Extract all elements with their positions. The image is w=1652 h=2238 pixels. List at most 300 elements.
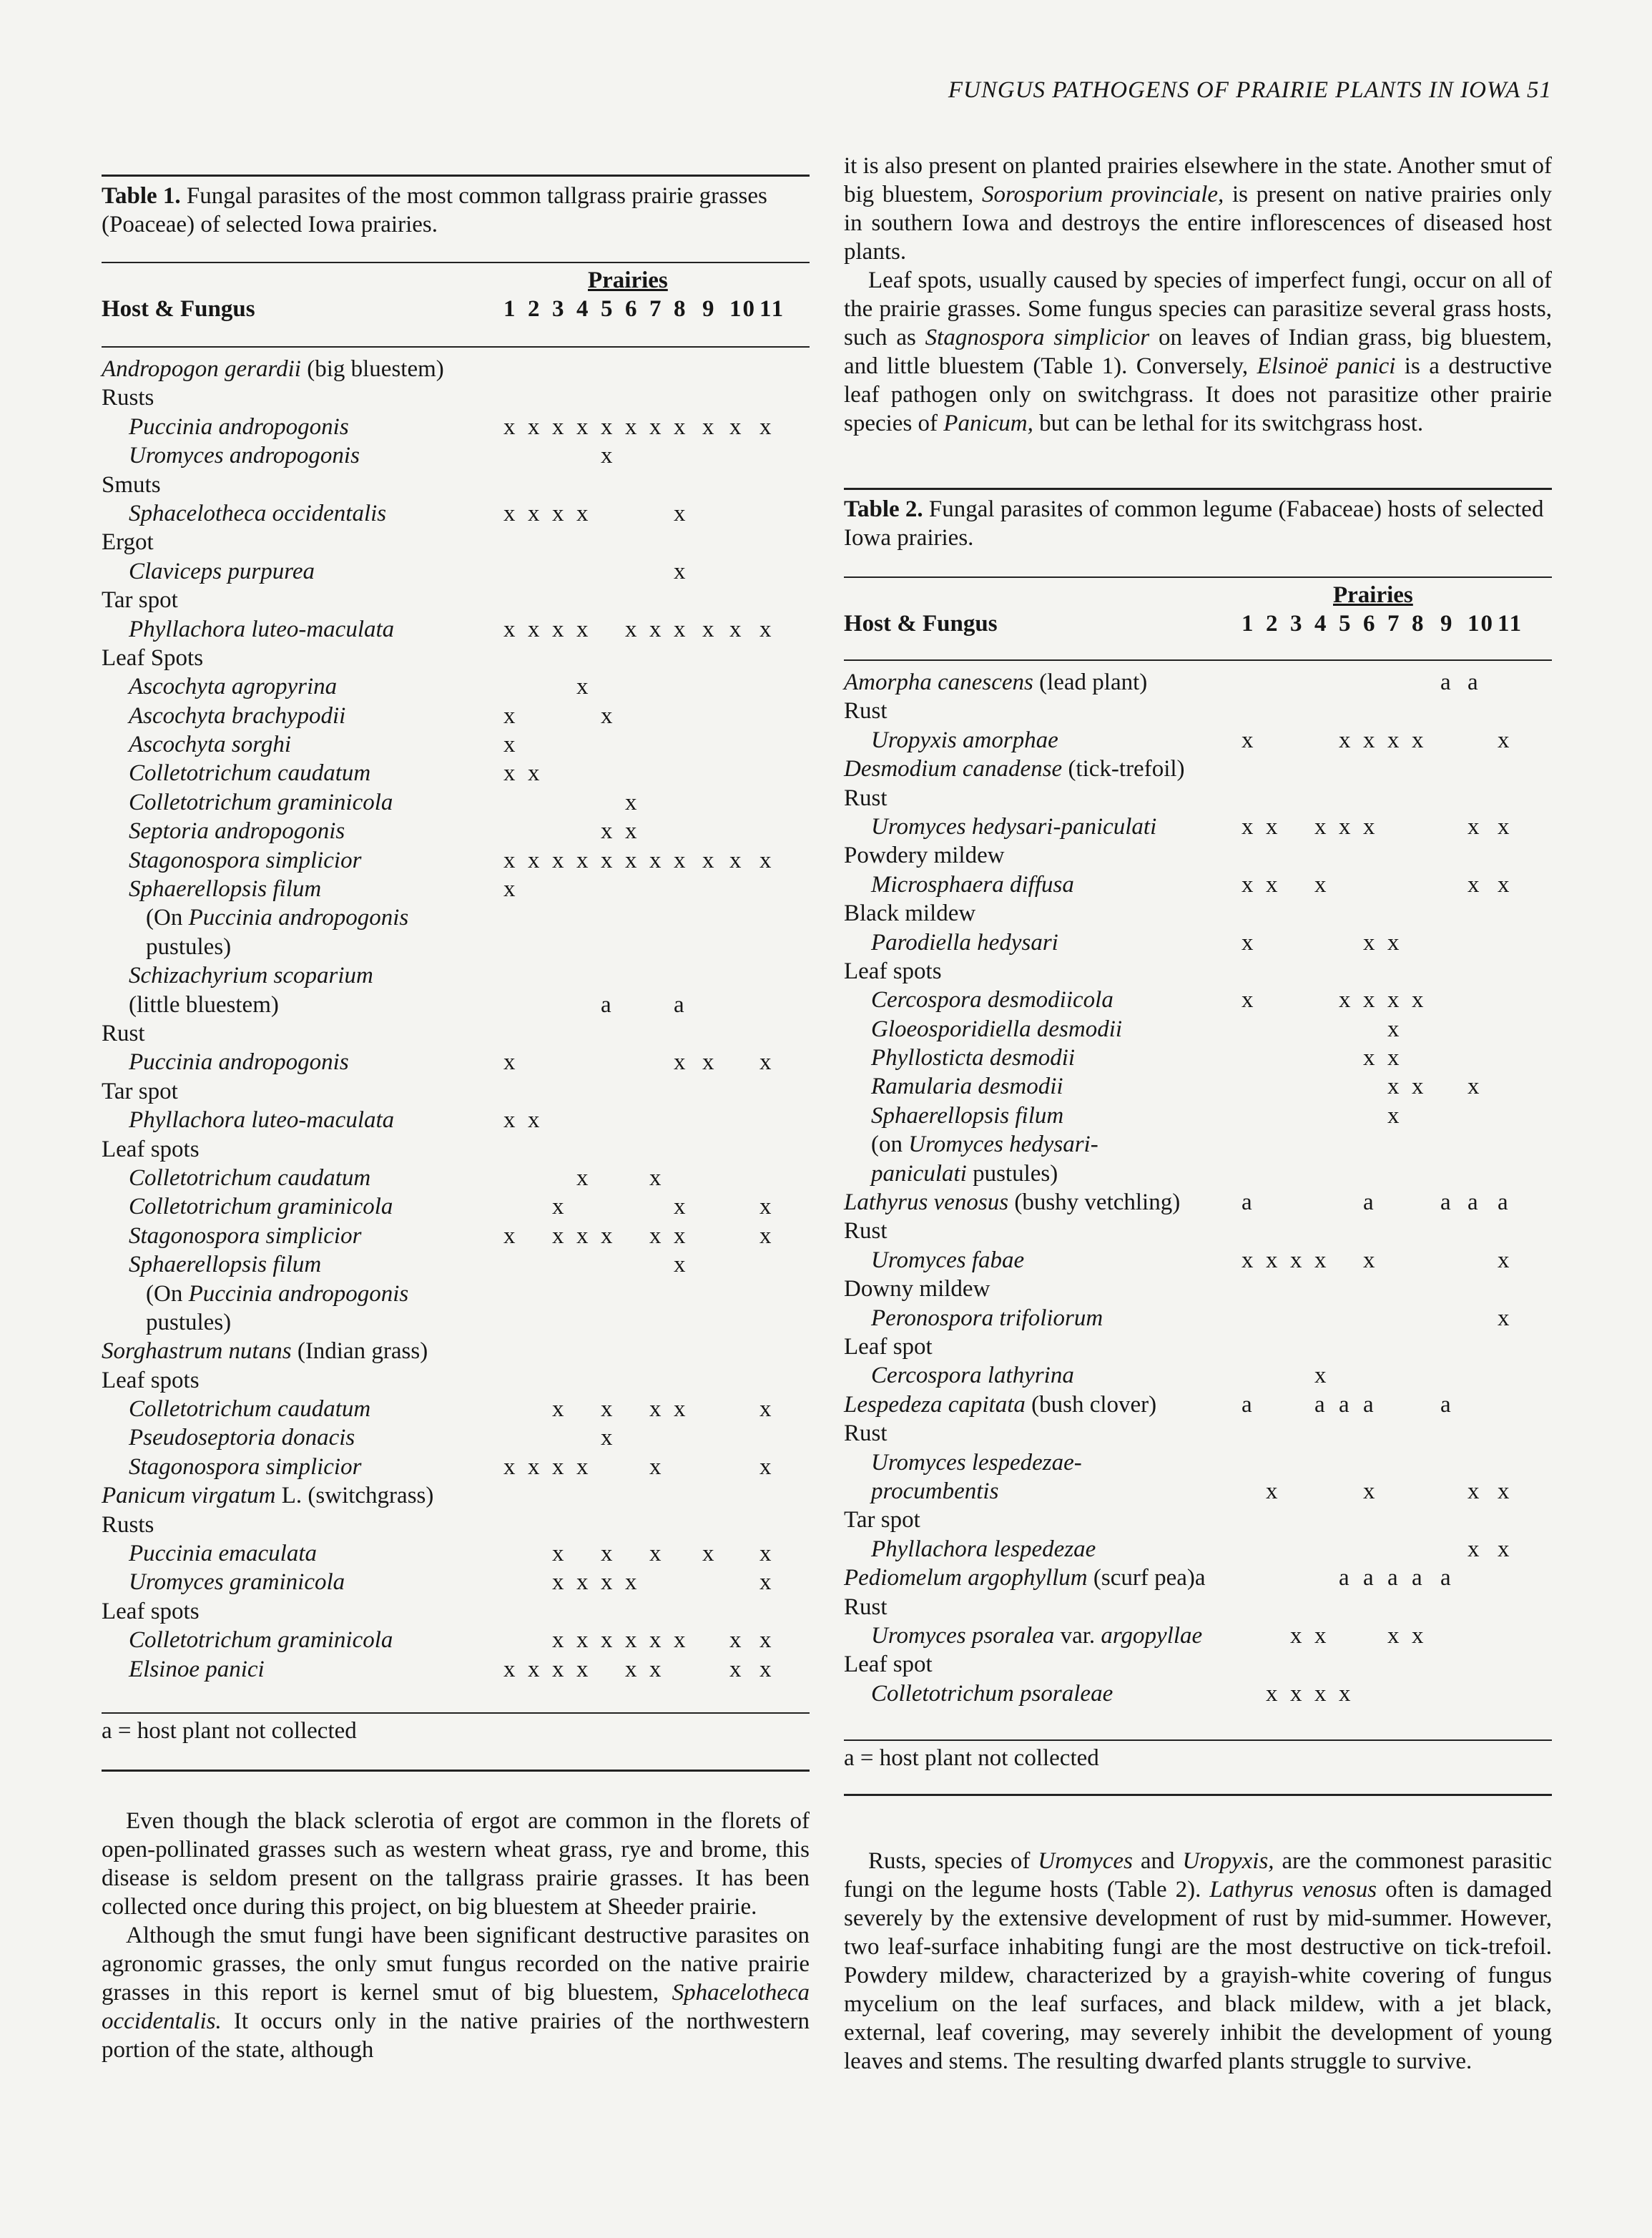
presence-mark: x bbox=[601, 1541, 613, 1567]
table-row bbox=[844, 755, 1552, 783]
table-row bbox=[102, 788, 810, 817]
table-row bbox=[102, 702, 810, 730]
row-label: Peronospora trifoliorum bbox=[871, 1305, 1103, 1331]
table-row bbox=[102, 1453, 810, 1481]
presence-mark: x bbox=[503, 847, 516, 873]
table1-body bbox=[102, 355, 810, 1684]
row-label: Panicum virgatum L. (switchgrass) bbox=[102, 1483, 434, 1509]
table-row bbox=[844, 1506, 1552, 1534]
presence-mark: x bbox=[674, 1252, 686, 1278]
table1-note: a = host plant not collected bbox=[102, 1718, 357, 1744]
prairie-number-6: 6 bbox=[625, 296, 639, 322]
row-label: Sphaerellopsis filum bbox=[871, 1102, 1064, 1129]
presence-mark: x bbox=[1242, 1247, 1254, 1273]
presence-mark: x bbox=[503, 1453, 516, 1480]
prairie-number-10: 10 bbox=[1467, 611, 1494, 637]
row-label: pustules) bbox=[146, 1309, 232, 1335]
presence-mark: x bbox=[1412, 1074, 1424, 1100]
table-row bbox=[102, 586, 810, 614]
row-label: Stagonospora simplicior bbox=[129, 1453, 362, 1480]
table-row bbox=[102, 1192, 810, 1221]
not-collected-mark: a bbox=[1440, 669, 1451, 695]
not-collected-mark: a bbox=[1363, 1189, 1374, 1216]
presence-mark: x bbox=[649, 1453, 662, 1480]
presence-mark: x bbox=[1498, 1478, 1510, 1504]
not-collected-mark: a bbox=[1467, 1189, 1478, 1216]
presence-mark: x bbox=[1363, 1247, 1375, 1273]
row-label: Leaf spot bbox=[844, 1651, 933, 1678]
row-label: Elsinoe panici bbox=[129, 1656, 265, 1682]
table-row bbox=[844, 1044, 1552, 1072]
table-row bbox=[844, 986, 1552, 1014]
presence-mark: x bbox=[649, 413, 662, 440]
table-row bbox=[844, 928, 1552, 957]
presence-mark: x bbox=[649, 1541, 662, 1567]
presence-mark: x bbox=[601, 1569, 613, 1596]
presence-mark: x bbox=[601, 1425, 613, 1451]
presence-mark: x bbox=[576, 413, 589, 440]
table-row bbox=[844, 1072, 1552, 1101]
presence-mark: x bbox=[649, 1164, 662, 1191]
presence-mark: x bbox=[625, 616, 637, 642]
presence-mark: x bbox=[1412, 1622, 1424, 1649]
table-row bbox=[102, 615, 810, 644]
row-label: procumbentis bbox=[871, 1478, 999, 1504]
row-label: Powdery mildew bbox=[844, 843, 1005, 869]
presence-mark: x bbox=[702, 1049, 714, 1076]
presence-mark: x bbox=[759, 1194, 772, 1220]
table2-caption-text: Fungal parasites of common legume (Fabaceae) hosts of selected Iowa prairies. bbox=[844, 496, 1544, 551]
presence-mark: x bbox=[1498, 727, 1510, 753]
row-label: Cercospora desmodiicola bbox=[871, 987, 1113, 1014]
presence-mark: x bbox=[759, 1453, 772, 1480]
row-label: Sorghastrum nutans (Indian grass) bbox=[102, 1338, 428, 1365]
table1-top-rule bbox=[102, 175, 810, 177]
presence-mark: x bbox=[552, 500, 564, 526]
presence-mark: x bbox=[1290, 1680, 1302, 1707]
presence-mark: x bbox=[729, 413, 742, 440]
row-label: Desmodium canadense (tick-trefoil) bbox=[844, 756, 1185, 782]
presence-mark: x bbox=[729, 1627, 742, 1654]
presence-mark: x bbox=[528, 1453, 540, 1480]
presence-mark: x bbox=[625, 1656, 637, 1682]
row-label: (little bluestem) bbox=[129, 991, 279, 1018]
not-collected-mark: a bbox=[1314, 1391, 1325, 1418]
row-label: Stagonospora simplicior bbox=[129, 847, 362, 873]
row-label: paniculati pustules) bbox=[871, 1160, 1058, 1187]
presence-mark: x bbox=[503, 1656, 516, 1682]
presence-mark: x bbox=[759, 1569, 772, 1596]
row-label: Leaf spots bbox=[102, 1598, 200, 1624]
table1-header-rule bbox=[102, 262, 810, 263]
table-row bbox=[102, 1222, 810, 1250]
row-label: Leaf spot bbox=[844, 1333, 933, 1360]
table-row bbox=[844, 1390, 1552, 1419]
presence-mark: x bbox=[503, 732, 516, 758]
presence-mark: x bbox=[1266, 813, 1278, 840]
table-row bbox=[102, 1250, 810, 1279]
row-label: Amorpha canescens (lead plant) bbox=[844, 669, 1148, 695]
presence-mark: x bbox=[1339, 987, 1351, 1014]
table-row bbox=[844, 1419, 1552, 1448]
table-row bbox=[102, 1481, 810, 1510]
presence-mark: x bbox=[1314, 1363, 1327, 1389]
table-row bbox=[844, 1101, 1552, 1130]
presence-mark: x bbox=[1498, 871, 1510, 898]
prairie-number-1: 1 bbox=[503, 296, 517, 322]
table-row bbox=[102, 961, 810, 990]
row-label: Sphaerellopsis filum bbox=[129, 1252, 322, 1278]
presence-mark: x bbox=[552, 1194, 564, 1220]
table-row bbox=[844, 1679, 1552, 1708]
presence-mark: x bbox=[503, 1222, 516, 1249]
row-label: Stagonospora simplicior bbox=[129, 1222, 362, 1249]
not-collected-mark: a bbox=[1242, 1391, 1252, 1418]
presence-mark: x bbox=[576, 500, 589, 526]
row-label: Tar spot bbox=[844, 1507, 920, 1533]
presence-mark: x bbox=[1363, 929, 1375, 956]
row-label: Leaf spots bbox=[102, 1136, 200, 1162]
table-row bbox=[844, 1477, 1552, 1506]
presence-mark: x bbox=[1498, 1247, 1510, 1273]
presence-mark: x bbox=[1266, 1247, 1278, 1273]
row-label: Leaf spots bbox=[102, 1367, 200, 1393]
table-row bbox=[844, 1448, 1552, 1477]
presence-mark: x bbox=[1498, 813, 1510, 840]
presence-mark: x bbox=[1467, 813, 1480, 840]
presence-mark: x bbox=[503, 1107, 516, 1134]
table2-header-rule bbox=[844, 576, 1552, 578]
table-row bbox=[102, 817, 810, 845]
table-row bbox=[102, 1655, 810, 1684]
presence-mark: x bbox=[759, 847, 772, 873]
row-label: Parodiella hedysari bbox=[871, 929, 1058, 956]
presence-mark: x bbox=[1290, 1622, 1302, 1649]
table-row bbox=[844, 1217, 1552, 1245]
table2-prairie-numbers bbox=[844, 611, 1552, 639]
table-row bbox=[844, 1535, 1552, 1564]
presence-mark: x bbox=[601, 413, 613, 440]
presence-mark: x bbox=[702, 847, 714, 873]
presence-mark: x bbox=[729, 616, 742, 642]
table-row bbox=[844, 1333, 1552, 1361]
table-row bbox=[102, 1337, 810, 1365]
presence-mark: x bbox=[576, 1164, 589, 1191]
presence-mark: x bbox=[601, 443, 613, 469]
presence-mark: x bbox=[702, 413, 714, 440]
presence-mark: x bbox=[552, 1396, 564, 1423]
prairie-number-5: 5 bbox=[1339, 611, 1352, 637]
table-row bbox=[844, 784, 1552, 813]
table-row bbox=[844, 1361, 1552, 1390]
table-row bbox=[102, 1395, 810, 1423]
running-header: FUNGUS PATHOGENS OF PRAIRIE PLANTS IN IOWA 51 bbox=[948, 77, 1552, 103]
table-row bbox=[844, 1650, 1552, 1679]
presence-mark: x bbox=[1363, 1478, 1375, 1504]
presence-mark: x bbox=[1314, 1247, 1327, 1273]
row-label: Colletotrichum graminicola bbox=[129, 789, 393, 815]
prairie-number-3: 3 bbox=[1290, 611, 1304, 637]
prairie-number-11: 11 bbox=[759, 296, 785, 322]
row-label: Leaf spots bbox=[844, 958, 942, 984]
presence-mark: x bbox=[1387, 929, 1400, 956]
presence-mark: x bbox=[1467, 1074, 1480, 1100]
table-row bbox=[102, 1164, 810, 1192]
prairie-number-11: 11 bbox=[1498, 611, 1523, 637]
row-label: Uromyces lespedezae- bbox=[871, 1449, 1082, 1476]
presence-mark: x bbox=[702, 1541, 714, 1567]
row-label: Rusts bbox=[102, 1511, 154, 1538]
presence-mark: x bbox=[576, 674, 589, 700]
table-row bbox=[102, 528, 810, 556]
presence-mark: x bbox=[729, 1656, 742, 1682]
presence-mark: x bbox=[1242, 929, 1254, 956]
presence-mark: x bbox=[1242, 871, 1254, 898]
presence-mark: x bbox=[702, 616, 714, 642]
table-row bbox=[102, 441, 810, 470]
presence-mark: x bbox=[674, 1222, 686, 1249]
not-collected-mark: a bbox=[601, 991, 611, 1018]
not-collected-mark: a bbox=[1387, 1565, 1398, 1591]
row-label: Smuts bbox=[102, 471, 161, 498]
table-row bbox=[844, 899, 1552, 928]
table1-prairie-numbers bbox=[102, 296, 810, 325]
row-label: Ascochyta brachypodii bbox=[129, 702, 346, 729]
presence-mark: x bbox=[1242, 987, 1254, 1014]
right-paragraph-1: it is also present on planted prairies elsewhere in the state. Another smut of big bluestem, Sorosporium provinciale, is present on native prairies only in southern Iowa and destroys the entire inflorescences of diseased host plants. bbox=[844, 153, 1552, 265]
presence-mark: x bbox=[601, 818, 613, 845]
row-label: Septoria andropogonis bbox=[129, 818, 345, 845]
row-label: Pediomelum argophyllum (scurf pea)a bbox=[844, 1565, 1206, 1591]
presence-mark: x bbox=[552, 413, 564, 440]
presence-mark: x bbox=[1314, 1680, 1327, 1707]
row-label: Ascochyta agropyrina bbox=[129, 674, 338, 700]
presence-mark: x bbox=[759, 1396, 772, 1423]
table2-label: Table 2. bbox=[844, 496, 923, 522]
prairie-number-8: 8 bbox=[1412, 611, 1425, 637]
table-row bbox=[102, 644, 810, 672]
not-collected-mark: a bbox=[674, 991, 684, 1018]
table-row bbox=[102, 903, 810, 932]
table-row bbox=[102, 1423, 810, 1452]
table2-end-rule bbox=[844, 1794, 1552, 1796]
row-label: Leaf Spots bbox=[102, 644, 204, 671]
prairie-number-10: 10 bbox=[729, 296, 756, 322]
presence-mark: x bbox=[1314, 1622, 1327, 1649]
presence-mark: x bbox=[503, 876, 516, 903]
presence-mark: x bbox=[1412, 987, 1424, 1014]
presence-mark: x bbox=[552, 1222, 564, 1249]
row-label: (On Puccinia andropogonis bbox=[146, 905, 409, 931]
presence-mark: x bbox=[649, 1396, 662, 1423]
right-paragraph-2: Leaf spots, usually caused by species of imperfect fungi, occur on all of the prairie grasses. Some fungus species can parasitize several grass hosts, such as Stagnospora simplicior on leaves of Indian grass, big bluestem, and little bluestem (Table 1). Conversely, Elsinoë panici is a destructive leaf pathogen only on switchgrass. It does not parasitize other prairie species of Panicum, but can be lethal for its switchgrass host. bbox=[844, 268, 1553, 436]
presence-mark: x bbox=[759, 1627, 772, 1654]
table-row bbox=[102, 991, 810, 1019]
not-collected-mark: a bbox=[1440, 1565, 1451, 1591]
row-label: (On Puccinia andropogonis bbox=[146, 1280, 409, 1307]
presence-mark: x bbox=[759, 1222, 772, 1249]
table-row bbox=[102, 1366, 810, 1395]
presence-mark: x bbox=[1339, 1680, 1351, 1707]
table-row bbox=[102, 759, 810, 787]
row-label: Andropogon gerardii (big bluestem) bbox=[102, 356, 444, 382]
right-body-text-top bbox=[844, 152, 1552, 438]
not-collected-mark: a bbox=[1498, 1189, 1508, 1216]
presence-mark: x bbox=[649, 1222, 662, 1249]
table1-caption-text: Fungal parasites of the most common tallgrass prairie grasses (Poaceae) of selected Iowa prairies. bbox=[102, 183, 767, 237]
presence-mark: x bbox=[625, 413, 637, 440]
table2-top-rule bbox=[844, 488, 1552, 490]
prairie-number-6: 6 bbox=[1363, 611, 1377, 637]
table1-end-rule bbox=[102, 1770, 810, 1772]
table2-note: a = host plant not collected bbox=[844, 1745, 1099, 1771]
row-label: Colletotrichum psoraleae bbox=[871, 1680, 1113, 1707]
presence-mark: x bbox=[625, 818, 637, 845]
presence-mark: x bbox=[1290, 1247, 1302, 1273]
table-row bbox=[102, 1568, 810, 1596]
presence-mark: x bbox=[1467, 1536, 1480, 1562]
presence-mark: x bbox=[1266, 871, 1278, 898]
row-label: Rust bbox=[844, 1218, 888, 1245]
presence-mark: x bbox=[1242, 727, 1254, 753]
presence-mark: x bbox=[674, 1396, 686, 1423]
table-row bbox=[102, 355, 810, 383]
presence-mark: x bbox=[1363, 987, 1375, 1014]
presence-mark: x bbox=[759, 1541, 772, 1567]
table-row bbox=[102, 875, 810, 903]
presence-mark: x bbox=[1387, 1016, 1400, 1042]
presence-mark: x bbox=[601, 1396, 613, 1423]
prairie-number-5: 5 bbox=[601, 296, 614, 322]
not-collected-mark: a bbox=[1440, 1189, 1451, 1216]
right-body-text-bottom bbox=[844, 1847, 1552, 2076]
row-label: Tar spot bbox=[102, 1078, 178, 1104]
table1-prairies-label: Prairies bbox=[588, 268, 668, 293]
table1-label: Table 1. bbox=[102, 183, 181, 209]
not-collected-mark: a bbox=[1440, 1391, 1451, 1418]
presence-mark: x bbox=[759, 1049, 772, 1076]
presence-mark: x bbox=[674, 847, 686, 873]
table-row bbox=[102, 1048, 810, 1076]
presence-mark: x bbox=[1266, 1680, 1278, 1707]
table-row bbox=[844, 1593, 1552, 1621]
table-row bbox=[102, 383, 810, 412]
row-label: (on Uromyces hedysari- bbox=[871, 1132, 1098, 1158]
table-row bbox=[844, 1188, 1552, 1217]
row-label: Sphacelotheca occidentalis bbox=[129, 500, 387, 526]
presence-mark: x bbox=[1387, 1102, 1400, 1129]
table-row bbox=[102, 413, 810, 441]
table2-body bbox=[844, 668, 1552, 1708]
presence-mark: x bbox=[1387, 1622, 1400, 1649]
table-row bbox=[844, 668, 1552, 697]
presence-mark: x bbox=[503, 702, 516, 729]
presence-mark: x bbox=[601, 702, 613, 729]
row-label: Colletotrichum graminicola bbox=[129, 1194, 393, 1220]
prairie-number-9: 9 bbox=[702, 296, 716, 322]
table-row bbox=[102, 730, 810, 759]
presence-mark: x bbox=[649, 616, 662, 642]
presence-mark: x bbox=[625, 1569, 637, 1596]
presence-mark: x bbox=[1363, 1045, 1375, 1071]
prairie-number-2: 2 bbox=[1266, 611, 1279, 637]
presence-mark: x bbox=[674, 558, 686, 584]
presence-mark: x bbox=[1266, 1478, 1278, 1504]
row-label: Rust bbox=[844, 1594, 888, 1620]
row-label: Claviceps purpurea bbox=[129, 558, 315, 584]
presence-mark: x bbox=[552, 847, 564, 873]
row-label: Lathyrus venosus (bushy vetchling) bbox=[844, 1189, 1181, 1216]
row-label: Rusts bbox=[102, 385, 154, 411]
presence-mark: x bbox=[528, 413, 540, 440]
presence-mark: x bbox=[576, 1222, 589, 1249]
presence-mark: x bbox=[729, 847, 742, 873]
presence-mark: x bbox=[649, 847, 662, 873]
table-row bbox=[102, 1106, 810, 1134]
row-label: Uromyces graminicola bbox=[129, 1569, 345, 1596]
prairie-number-4: 4 bbox=[1314, 611, 1328, 637]
row-label: Microsphaera diffusa bbox=[871, 871, 1074, 898]
row-label: Downy mildew bbox=[844, 1276, 990, 1302]
table-row bbox=[102, 557, 810, 586]
row-label: Puccinia andropogonis bbox=[129, 1049, 349, 1076]
presence-mark: x bbox=[601, 847, 613, 873]
presence-mark: x bbox=[759, 616, 772, 642]
prairie-number-1: 1 bbox=[1242, 611, 1255, 637]
row-label: Uromyces andropogonis bbox=[129, 443, 360, 469]
row-label: Phyllachora luteo-maculata bbox=[129, 616, 395, 642]
table-row bbox=[102, 1511, 810, 1539]
row-label: Puccinia andropogonis bbox=[129, 413, 349, 440]
presence-mark: x bbox=[1314, 813, 1327, 840]
presence-mark: x bbox=[625, 789, 637, 815]
presence-mark: x bbox=[674, 1194, 686, 1220]
row-label: Puccinia emaculata bbox=[129, 1541, 318, 1567]
prairie-number-8: 8 bbox=[674, 296, 687, 322]
presence-mark: x bbox=[1387, 727, 1400, 753]
table2-host-header: Host & Fungus bbox=[844, 611, 998, 637]
presence-mark: x bbox=[503, 1049, 516, 1076]
row-label: Colletotrichum caudatum bbox=[129, 1164, 371, 1191]
presence-mark: x bbox=[528, 500, 540, 526]
presence-mark: x bbox=[1339, 727, 1351, 753]
row-label: Ascochyta sorghi bbox=[129, 732, 291, 758]
prairie-number-9: 9 bbox=[1440, 611, 1454, 637]
presence-mark: x bbox=[576, 616, 589, 642]
row-label: Tar spot bbox=[102, 587, 178, 614]
not-collected-mark: a bbox=[1363, 1391, 1374, 1418]
presence-mark: x bbox=[674, 413, 686, 440]
prairie-number-3: 3 bbox=[552, 296, 566, 322]
not-collected-mark: a bbox=[1467, 669, 1478, 695]
presence-mark: x bbox=[552, 616, 564, 642]
presence-mark: x bbox=[552, 1627, 564, 1654]
table1-caption bbox=[102, 182, 810, 239]
not-collected-mark: a bbox=[1412, 1565, 1422, 1591]
row-label: pustules) bbox=[146, 933, 232, 960]
presence-mark: x bbox=[552, 1541, 564, 1567]
presence-mark: x bbox=[1387, 987, 1400, 1014]
presence-mark: x bbox=[649, 1627, 662, 1654]
presence-mark: x bbox=[552, 1656, 564, 1682]
prairie-number-4: 4 bbox=[576, 296, 590, 322]
presence-mark: x bbox=[649, 1656, 662, 1682]
table-row bbox=[844, 1621, 1552, 1650]
presence-mark: x bbox=[528, 1656, 540, 1682]
presence-mark: x bbox=[1242, 813, 1254, 840]
presence-mark: x bbox=[503, 616, 516, 642]
table-row bbox=[844, 697, 1552, 725]
